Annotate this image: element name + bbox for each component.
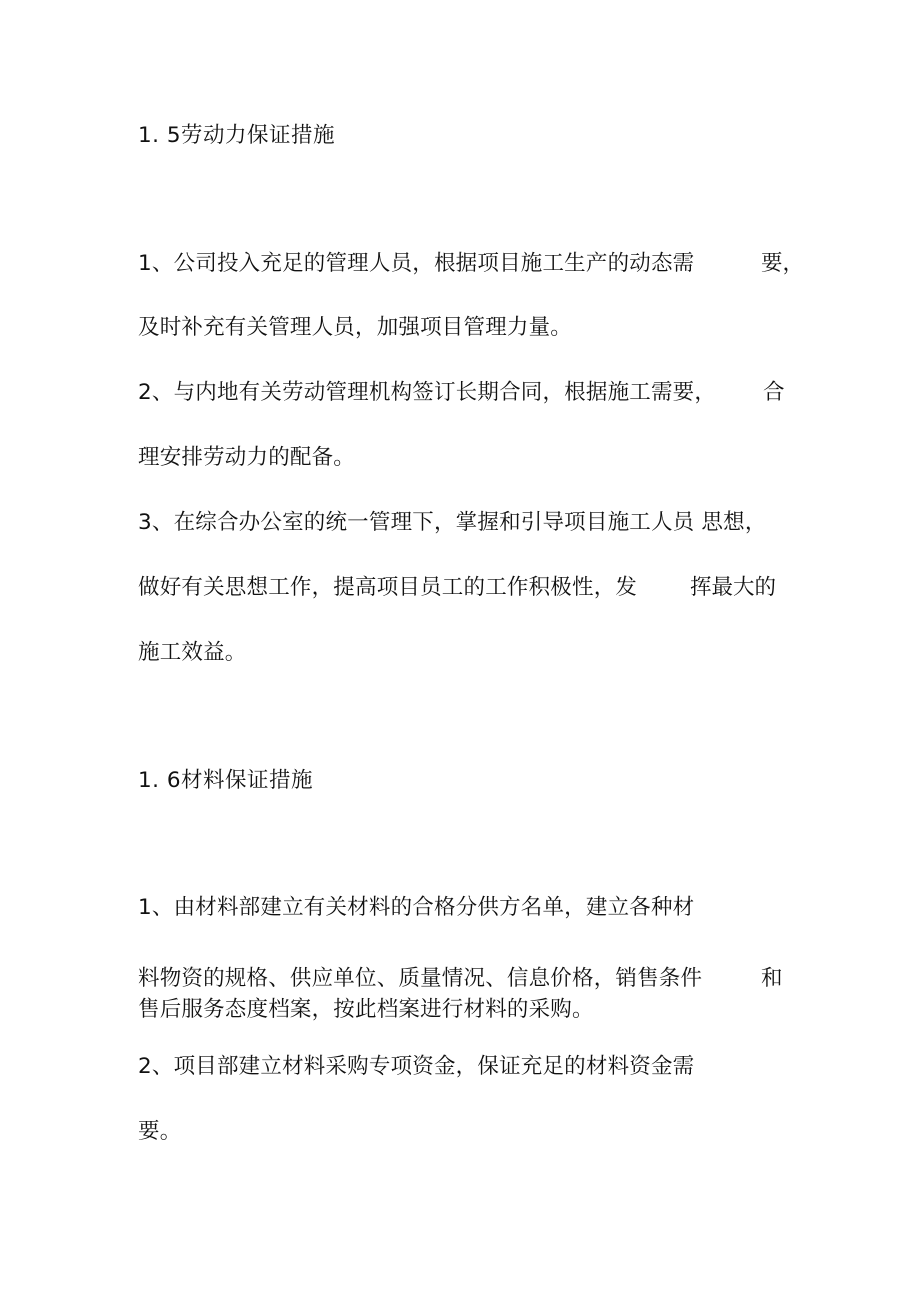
section-heading-materials: 1. 6材料保证措施 — [138, 768, 314, 793]
paragraph-line: 要。 — [138, 1119, 182, 1144]
paragraph-line-tail: 要， — [761, 251, 805, 276]
paragraph-line: 1、由材料部建立有关材料的合格分供方名单，建立各种材 — [138, 895, 695, 920]
paragraph-line-tail: 和 — [761, 966, 783, 991]
paragraph-line: 售后服务态度档案，按此档案进行材料的采购。 — [138, 997, 594, 1022]
paragraph-line: 1、公司投入充足的管理人员，根据项目施工生产的动态需 — [138, 251, 695, 276]
section-heading-labor: 1. 5劳动力保证措施 — [138, 123, 336, 148]
paragraph-line: 施工效益。 — [138, 640, 247, 665]
paragraph-line: 料物资的规格、供应单位、质量情况、信息价格，销售条件 — [138, 966, 703, 991]
paragraph-line-tail: 挥最大的 — [690, 575, 777, 600]
paragraph-line: 2、与内地有关劳动管理机构签订长期合同，根据施工需要， — [138, 380, 717, 405]
paragraph-line: 3、在综合办公室的统一管理下，掌握和引导项目施工人员 思想， — [138, 510, 767, 535]
paragraph-line-tail: 合 — [763, 380, 785, 405]
paragraph-line: 理安排劳动力的配备。 — [138, 445, 356, 470]
paragraph-line: 及时补充有关管理人员，加强项目管理力量。 — [138, 315, 573, 340]
paragraph-line: 做好有关思想工作，提高项目员工的工作积极性，发 — [138, 575, 638, 600]
paragraph-line: 2、项目部建立材料采购专项资金，保证充足的材料资金需 — [138, 1054, 695, 1079]
